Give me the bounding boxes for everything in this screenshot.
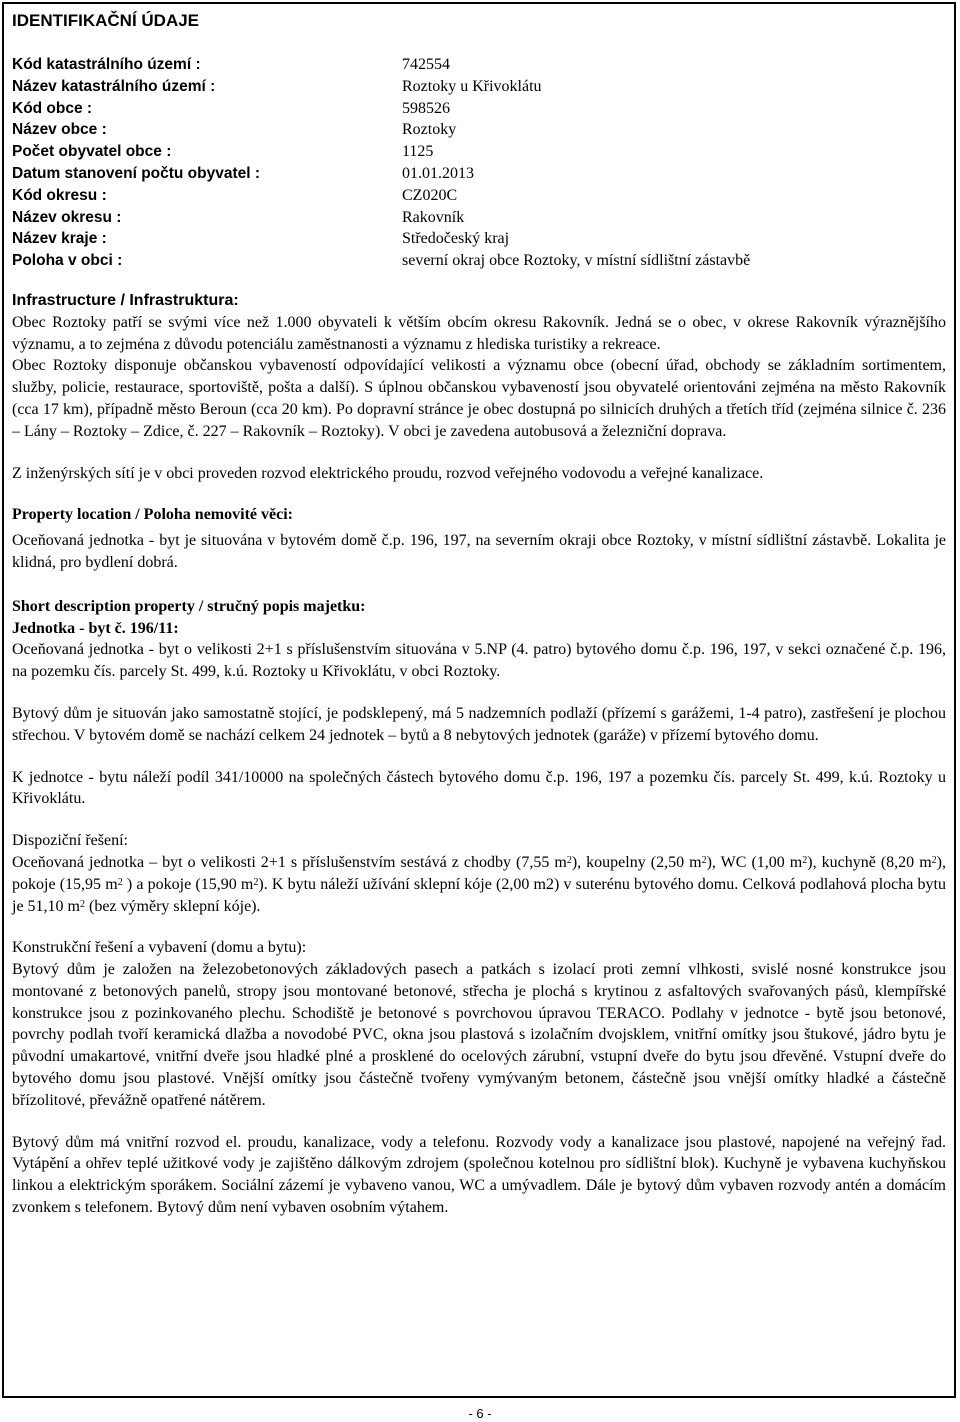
ident-label: Datum stanovení počtu obyvatel : [12, 164, 261, 182]
ident-value: Středočeský kraj [402, 230, 510, 248]
layout-text: ) a pokoje (15,90 m [122, 875, 254, 893]
ident-row [12, 185, 946, 207]
description-title: Short description property / stručný popis majetku: [12, 597, 366, 615]
ident-row [12, 98, 946, 120]
description-paragraph: Bytový dům je situován jako samostatně stojící, je podsklepený, má 5 nadzemních podlaží (přízemí s garážemi, 1-4 patro), zastřešení je plochou střechou. V bytovém domě se nachází celkem 24 jednotek – bytů a 8 nebytových jednotek (garáže) v přízemí bytového domu. [12, 704, 946, 744]
ident-label: Název kraje : [12, 230, 107, 248]
ident-value: severní okraj obce Roztoky, v místní sídlištní zástavbě [402, 252, 751, 270]
layout-text: ), kuchyně (8,20 m [807, 853, 932, 871]
ident-label: Kód obce : [12, 99, 93, 117]
description-paragraph: Oceňovaná jednotka - byt o velikosti 2+1 s příslušenstvím situována v 5.NP (4. patro) bytového domu č.p. 196, 197, v sekci označené č.p. 196, na pozemku čís. parcely St. 499, k.ú. Roztoky u Křivoklátu, v obci Roztoky. [12, 641, 946, 681]
ident-row [12, 76, 946, 98]
superscript: 2 [80, 898, 85, 910]
location-paragraph: Oceňovaná jednotka - byt je situována v bytovém domě č.p. 196, 197, na severním okraji obce Roztoky, v místní sídlištní zástavbě. Lokalita je klidná, pro bydlení dobrá. [12, 532, 946, 571]
layout-text: ), pokoje (15,95 m [12, 853, 946, 893]
superscript: 2 [253, 876, 259, 888]
ident-value: 01.01.2013 [402, 164, 474, 182]
superscript: 2 [802, 854, 808, 866]
infrastructure-paragraph: Z inženýrských sítí je v obci proveden rozvod elektrického proudu, rozvod veřejného vodovodu a veřejné kanalizace. [12, 464, 764, 482]
infrastructure-paragraph: Obec Roztoky disponuje občanskou vybaveností odpovídající velikosti a významu obce (obecní úřad, obchody se základním sortimentem, služby, policie, restaurace, sportoviště, pošta a další). S úplnou občanskou vybaveností jsou obyvatelé orientováni zejména na město Rakovník (cca 17 km), případně město Beroun (cca 20 km). Po dopravní stránce je obec dostupná po silnicích druhých a třetích tříd (zejména silnice č. 236 – Lány – Roztoky – Zdice, č. 227 – Rakovník – Roztoky). V obci je zavedena autobusová a železniční doprava. [12, 357, 946, 440]
identification-table [12, 54, 946, 272]
ident-label: Poloha v obci : [12, 252, 123, 270]
layout-text: ), koupelny (2,50 m [571, 853, 702, 871]
layout-text: ). K bytu náleží užívání sklepní kóje (2,00 m2) v suterénu bytového domu. Celková podlahová plocha bytu je 51,10 m [12, 875, 947, 915]
ident-row [12, 228, 946, 250]
ident-label: Kód okresu : [12, 186, 107, 204]
ident-value: 1125 [402, 143, 434, 161]
superscript: 2 [701, 854, 707, 866]
layout-paragraph [12, 852, 946, 917]
ident-row [12, 207, 946, 229]
superscript: 2 [117, 876, 123, 888]
ident-label: Počet obyvatel obce : [12, 143, 172, 161]
layout-text: (bez výměry sklepní kóje). [85, 897, 261, 915]
layout-text: Oceňovaná jednotka – byt o velikosti 2+1 s příslušenstvím sestává z chodby (7,55 m [12, 853, 567, 871]
superscript: 2 [931, 854, 937, 866]
construction-paragraph: Bytový dům má vnitřní rozvod el. proudu, kanalizace, vody a telefonu. Rozvody vody a kanalizace jsou plastové, napojené na veřejný řad. Vytápění a ohřev teplé užitkové vody je zajištěno dálkovým zdrojem (společnou kotelnou pro sídlištní blok). Kuchyně je vybavena kuchyňskou linkou a elektrickým sporákem. Sociální zázemí je vybaveno vanou, WC a umývadlem. Dále je bytový dům vybaven rozvody antén a domácím zvonkem s telefonem. Bytový dům není vybaven osobním výtahem. [12, 1133, 946, 1217]
ident-label: Název okresu : [12, 208, 122, 226]
page-content [12, 8, 946, 1219]
page-frame [2, 2, 956, 1398]
ident-value: CZ020C [402, 186, 458, 204]
ident-value: 742554 [402, 56, 450, 73]
ident-row [12, 163, 946, 185]
ident-label: Název katastrálního území : [12, 77, 216, 95]
ident-value: Rakovník [402, 208, 465, 226]
ident-value: Roztoky [402, 121, 457, 139]
layout-text: ), WC (1,00 m [706, 853, 803, 871]
location-title: Property location / Poloha nemovité věci: [12, 506, 293, 524]
ident-value: 598526 [402, 99, 450, 117]
ident-label: Kód katastrálního území : [12, 56, 201, 73]
ident-row [12, 119, 946, 141]
ident-value: Roztoky u Křivoklátu [402, 77, 542, 95]
ident-row [12, 141, 946, 163]
construction-title: Konstrukční řešení a vybavení (domu a bytu): [12, 939, 307, 957]
ident-label: Název obce : [12, 121, 107, 139]
section-heading-identification: IDENTIFIKAČNÍ ÚDAJE [12, 11, 200, 30]
layout-title: Dispoziční řešení: [12, 832, 128, 850]
description-subtitle: Jednotka - byt č. 196/11: [12, 619, 179, 637]
infrastructure-paragraph: Obec Roztoky patří se svými více než 1.000 obyvateli k větším obcím okresu Rakovník. Jedná se o obec, v okrese Rakovník výraznějšího významu, a to zejména z důvodu potenciálu zaměstnanosti a významu z hlediska turistiky a rekreace. [12, 313, 946, 353]
ident-row [12, 54, 946, 76]
page-number: - 6 - [468, 1406, 492, 1421]
ident-row [12, 250, 946, 272]
infrastructure-title: Infrastructure / Infrastruktura: [12, 291, 239, 309]
construction-paragraph: Bytový dům je založen na železobetonových základových pasech a patkách s izolací proti zemní vlhkosti, svislé nosné konstrukce jsou montované z betonových panelů, stropy jsou montované betonové, střecha je plochá s krytinou z asfaltových svařovaných pásů, klempířské konstrukce jsou z pozinkovaného plechu. Schodiště je betonové s povrchovou úpravou TERACO. Podlahy v jednotce - bytě jsou betonové, povrchy podlah tvoří keramická dlažba a novodobé PVC, okna jsou plastová s izolačním dvojsklem, vnitřní omítky jsou štukové, jádro bytu je původní umakartové, vnitřní dveře jsou hladké plné a prosklené do ocelových zárubní, vstupní dveře do bytu jsou dřevěné. Vstupní dveře do bytového domu jsou plastové. Vnější omítky jsou částečně tvořeny vymývaným betonem, částečně jsou vnější omítky hladké a částečně břízolitové, převážně opatřené nátěrem. [12, 961, 946, 1109]
superscript: 2 [566, 854, 572, 866]
description-paragraph: K jednotce - bytu náleží podíl 341/10000 na společných částech bytového domu č.p. 196, 197 a pozemku čís. parcely St. 499, k.ú. Roztoky u Křivoklátu. [12, 768, 946, 808]
